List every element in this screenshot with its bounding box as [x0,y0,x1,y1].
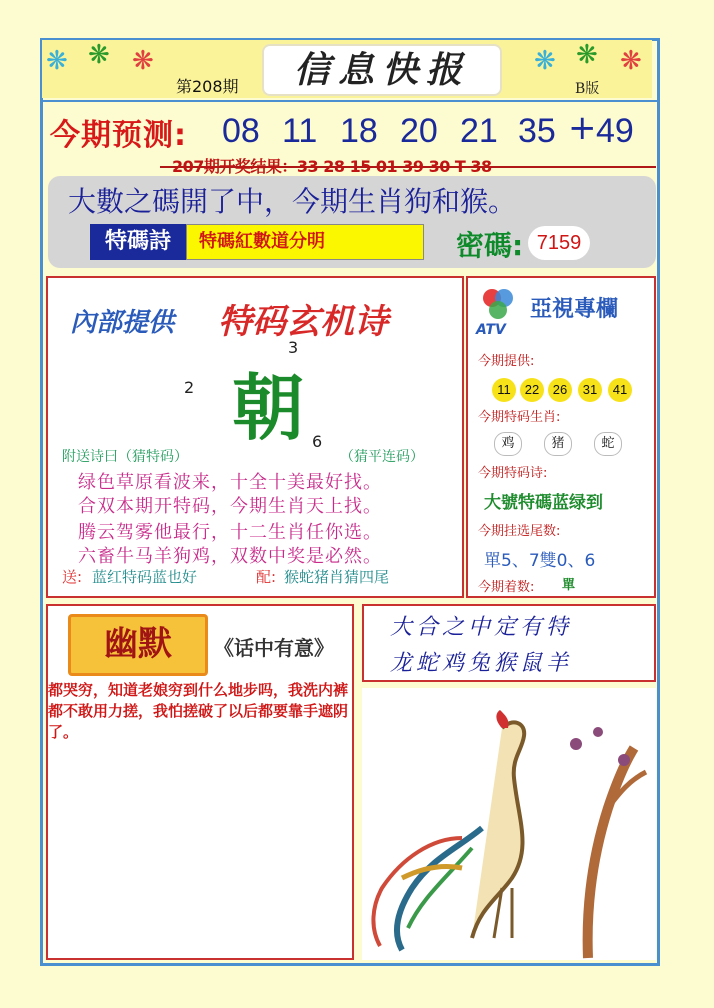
humor-badge: 幽默 [68,614,208,676]
internal-subtitle: 特码玄机诗 [218,302,388,342]
gift-label: （猜平连码） [340,449,424,465]
prediction-number: 18 [340,112,378,150]
tails-label: 今期挂选尾数: [478,524,561,539]
special-number: 49 [596,112,634,150]
calligraphy-line: 大合之中定有特 [390,615,573,640]
poem-text: 特碼紅數道分明 [186,224,424,260]
rooster-illustration [362,688,656,960]
number-ball: 26 [548,378,572,402]
flower-icon: ❋ [576,40,598,70]
password-label: 密碼: [456,229,524,262]
atv-title: 亞視專欄 [530,297,619,322]
edition-label: B版 [575,81,600,97]
atv-logo-icon [480,286,516,322]
issue-number: 第208期 [176,77,239,96]
humor-subtitle: 《话中有意》 [214,636,334,660]
poem-label: 今期特码诗: [478,466,548,481]
match-label: 配: [256,568,277,586]
see-value: 單 [562,578,576,593]
number-ball: 11 [492,378,516,402]
flower-icon: ❋ [88,40,110,70]
flower-icon: ❋ [46,46,68,76]
hint-digit: 3 [288,338,299,357]
zodiac-chip: 猪 [544,432,572,456]
calligraphy-line: 龙蛇鸡兔猴鼠羊 [390,651,573,676]
poem-line: 腾云驾雾他最行，十二生肖任你选。 [78,522,382,543]
banner-headline: 大數之碼開了中，今期生肖狗和猴。 [68,185,517,218]
internal-title: 內部提供 [70,308,175,338]
prediction-number: 08 [222,112,260,150]
tails-value: 單5、7雙0、6 [484,551,596,571]
flower-icon: ❋ [620,46,642,76]
zodiac-chip: 鸡 [494,432,522,456]
zodiac-chip: 蛇 [594,432,622,456]
flower-icon: ❋ [534,46,556,76]
gift-label: 附送诗曰（猜特码） [62,449,188,465]
prediction-number: 21 [460,112,498,150]
poem-label: 特碼詩 [90,224,186,260]
joke-text: 都哭穷，知道老娘穷到什么地步吗，我洗内裤都不敢用力搓，我怕搓破了以后都要靠手遮阴了。 [48,681,349,741]
number-ball: 22 [520,378,544,402]
atv-subtitle: ATV [476,322,506,338]
atv-poem: 大號特碼蓝绿到 [484,493,603,513]
send-value: 蓝红特码蓝也好 [92,568,198,586]
divider [42,100,658,102]
flower-icon: ❋ [132,46,154,76]
prediction-number: 11 [282,112,318,150]
send-label: 送: [62,568,83,586]
poem-line: 合双本期开特码，今期生肖天上找。 [78,496,382,517]
number-ball: 31 [578,378,602,402]
plus-sign: + [568,108,597,148]
poem-line: 六畜牛马羊狗鸡，双数中奖是必然。 [78,546,382,567]
poem-line: 绿色草原看波来，十全十美最好找。 [78,472,382,493]
hint-character: 朝 [232,365,305,450]
prediction-number: 20 [400,112,438,150]
zodiac-label: 今期特码生肖: [478,410,561,425]
prediction-label: 今期预测: [50,118,187,153]
page-title: 信息快报 [262,44,502,96]
prediction-number: 35 [518,112,556,150]
hint-digit: 2 [184,378,195,397]
password-value: 7159 [528,226,590,260]
see-label: 今期着数: [478,580,535,595]
previous-result: 207期开奖结果：33 28 15 01 39 30 T 38 [172,157,492,176]
match-value: 猴蛇猪肖猜四尾 [284,568,390,586]
hint-digit: 6 [312,432,323,451]
provide-label: 今期提供: [478,354,535,369]
number-ball: 41 [608,378,632,402]
